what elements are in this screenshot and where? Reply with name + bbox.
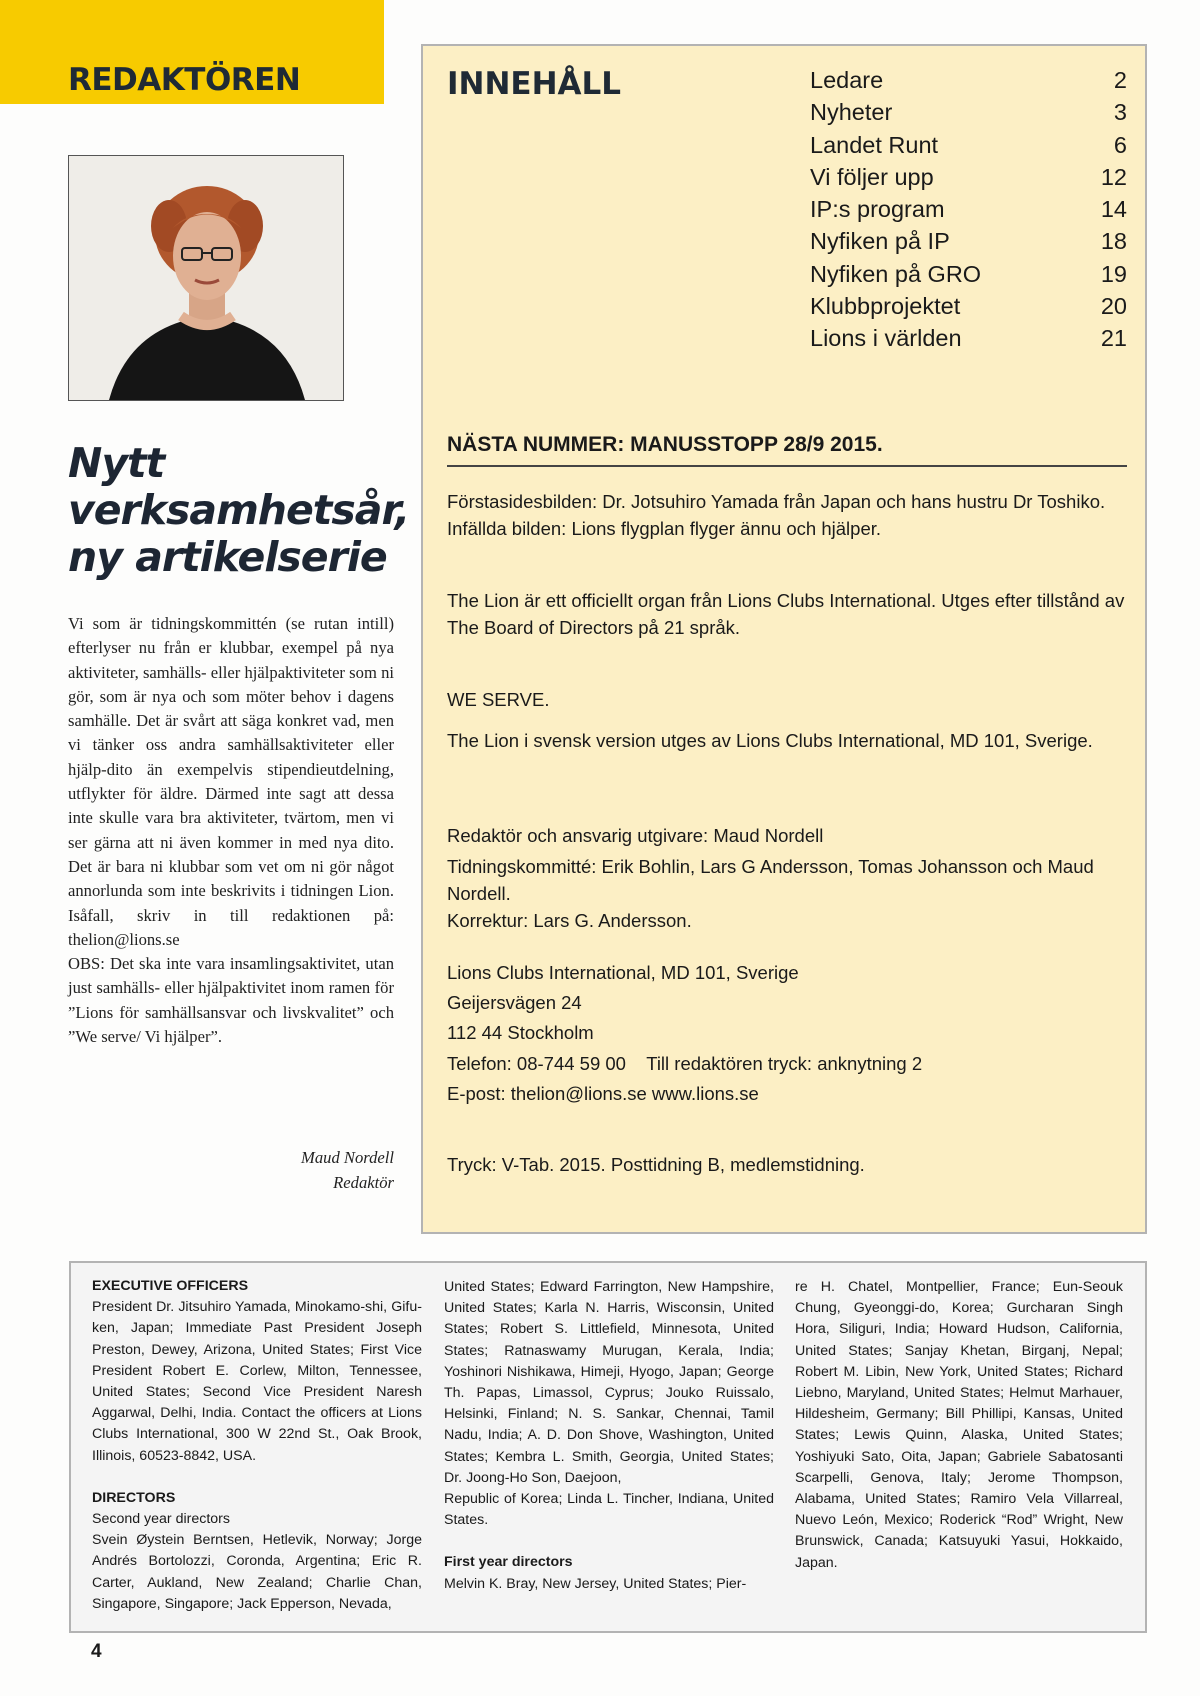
toc-item[interactable] [810,196,1127,228]
second-year-label: Second year directors [92,1511,231,1528]
signature-name: Maud Nordell [301,1148,394,1167]
print-info: Tryck: V-Tab. 2015. Posttidning B, medlemstidning. [447,1154,865,1175]
first-year-text: re H. Chatel, Montpellier, France; Eun-Seouk Chung, Gyeonggi-do, Korea; Gurcharan Singh Hora, Siliguri, India; Howard Hudson, California, United States; Sanjay Khetan, Birganj, Nepal; Robert M. Libin, New York, United States; Richard Liebno, Maryland, United States; Helmut Marhauer, Hildesheim, Germany; Bill Phillipi, Kansas, United States; Lewis Quinn, Alaska, United States; Yoshiyuki Sato, Oita, Japan; Gabriele Sabatosanti Scarpelli, Genova, Italy; Jerome Thompson, Alabama, United States; Ramiro Vela Villarreal, Nuevo León, Mexico; Roderick “Rod” Wright, New Brunswick, Canada; Katsuyuki Yasui, Hokkaido, Japan. [795,1279,1123,1571]
toc-page: 20 [1100,293,1127,320]
we-serve-text: WE SERVE. [447,689,550,710]
toc-label: Landet Runt [810,131,939,158]
toc-label: Lions i världen [810,325,962,352]
toc-page: 6 [1113,131,1127,158]
article-body [68,612,394,1049]
proof-line: Korrektur: Lars G. Andersson. [447,910,692,931]
second-year-text: United States; Edward Farrington, New Hampshire, United States; Karla N. Harris, Wisconsin, United States; Robert S. Littlefield, Minnesota, United States; Ratnaswamy Murugan, Kerala, India; Yoshinori Nishikawa, Himeji, Hyogo, Japan; George Th. Papas, Limassol, Cyprus; Jouko Ruissalo, Helsinki, Finland; N. S. Sankar, Chennai, Tamil Nadu, India; A. D. Don Shove, Washington, United States; Kembra L. Smith, Georgia, United States; Dr. Joong-Ho Son, Daejoon, [444,1279,774,1486]
toc-label: Vi följer upp [810,163,934,190]
first-year-label: First year directors [444,1554,573,1571]
toc-item[interactable] [810,325,1127,357]
toc-label: IP:s program [810,196,945,223]
toc-item[interactable] [810,293,1127,325]
exec-column-3 [795,1277,1123,1574]
toc-page: 19 [1100,260,1127,287]
toc-page: 3 [1113,99,1127,126]
email-web-line[interactable]: E-post: thelion@lions.se www.lions.se [447,1082,759,1104]
page-number: 4 [91,1641,102,1662]
obs-paragraph: OBS: Det ska inte vara insamlingsaktivitet, utan just samhälls- eller hjälpaktivitet inom ramen för ”Lions för samhällsansvar och livskvalitet” och ”We serve/ Vi hjälper”. [68,954,394,1047]
portrait-image [69,156,343,400]
toc-page: 12 [1100,163,1127,190]
toc-label: Klubbprojektet [810,293,961,320]
signature-role: Redaktör [333,1173,394,1192]
headline-line: verksamhetsår, [68,486,410,534]
toc-page: 2 [1113,67,1127,93]
address-line: 112 44 Stockholm [447,1022,594,1044]
toc-item[interactable] [810,228,1127,260]
second-year-text: Republic of Korea; Linda L. Tincher, Indiana, United States. [444,1491,774,1529]
toc-label: Nyfiken på IP [810,228,950,255]
toc-page: 14 [1100,196,1127,223]
cover-caption: Förstasidesbilden: Dr. Jotsuhiro Yamada från Japan och hans hustru Dr Toshiko. Infällda bilden: Lions flygplan flyger ännu och hjälper. [447,491,1106,539]
editor-line: Redaktör och ansvarig utgivare: Maud Nordell [447,825,824,846]
toc-item[interactable] [810,132,1127,164]
phone-line: Telefon: 08-744 59 00 Till redaktören tryck: anknytning 2 [447,1052,923,1074]
toc-item[interactable] [810,164,1127,196]
toc-label: Nyheter [810,99,893,126]
official-organ-text: The Lion är ett officiellt organ från Lions Clubs International. Utges efter tillstånd av The Board of Directors på 21 språk. [447,590,1125,638]
article-headline [68,440,408,581]
next-issue-deadline: NÄSTA NUMMER: MANUSSTOPP 28/9 2015. [447,433,883,456]
directors-heading: DIRECTORS [92,1489,176,1506]
committee-line: Tidningskommitté: Erik Bohlin, Lars G Andersson, Tomas Johansson och Maud Nordell. [447,856,1094,904]
body-paragraph: Vi som är tidningskommittén (se rutan intill) efterlyser nu från er klubbar, exempel på nya aktiviteter, samhälls- eller hjälpaktiviteter som ni gör, som är nya och som möter behov i dagens samhälle. Det är svårt att säga konkret vad, men vi tänker oss andra samhällsaktiviteter eller hjälp-dito än exempelvis stipendieutdelning, utflykter för äldre. Därmed inte sagt att dessa inte skulle vara bra aktiviteter, tvärtom, men vi ser gärna att ni även kommer in med nya dito. Det är bara ni klubbar som vet om ni gör något annorlunda som inte beskrivits i tidningen Lion. Isåfall, skriv in till redaktionen på: thelion@lions.se [68,614,394,949]
signature [150,1145,394,1195]
editorial-credits [447,822,1127,934]
executive-officers-heading: EXECUTIVE OFFICERS [92,1278,249,1294]
toc-item[interactable] [810,99,1127,131]
toc-page: 21 [1100,325,1127,352]
swedish-version-text: The Lion i svensk version utges av Lions Clubs International, MD 101, Sverige. [447,730,1093,751]
exec-column-2 [444,1277,774,1595]
headline-line: Nytt [68,439,165,487]
toc-item[interactable] [810,261,1127,293]
first-year-text: Melvin K. Bray, New Jersey, United States; Pier- [444,1575,747,1592]
toc-page: 18 [1100,228,1127,255]
headline-line: ny artikelserie [68,533,387,581]
exec-column-1 [92,1276,422,1615]
toc-item[interactable] [810,67,1127,99]
second-year-text: Svein Øystein Berntsen, Hetlevik, Norway; Jorge Andrés Bortolozzi, Coronda, Argentina; Eric R. Carter, Aukland, New Zealand; Charlie Chan, Singapore, Singapore; Jack Epperson, Nevada, [92,1532,422,1612]
address-line: Geijersvägen 24 [447,992,582,1014]
address-line: Lions Clubs International, MD 101, Sverige [447,962,799,983]
divider [447,465,1127,467]
toc-label: Ledare [810,67,884,93]
toc-title: INNEHÅLL [447,66,622,102]
section-title: REDAKTÖREN [68,62,301,98]
editor-photo [68,155,344,401]
toc-label: Nyfiken på GRO [810,260,982,287]
officers-text: President Dr. Jitsuhiro Yamada, Minokamo-shi, Gifu-ken, Japan; Immediate Past President Joseph Preston, Dewey, Arizona, United States; First Vice President Robert E. Corlew, Milton, Tennessee, United States; Second Vice President Naresh Aggarwal, Delhi, India. Contact the officers at Lions Clubs International, 300 W 22nd St., Oak Brook, Illinois, 60523-8842, USA. [92,1299,422,1464]
contact-address [447,958,1127,1109]
table-of-contents [810,67,1127,358]
